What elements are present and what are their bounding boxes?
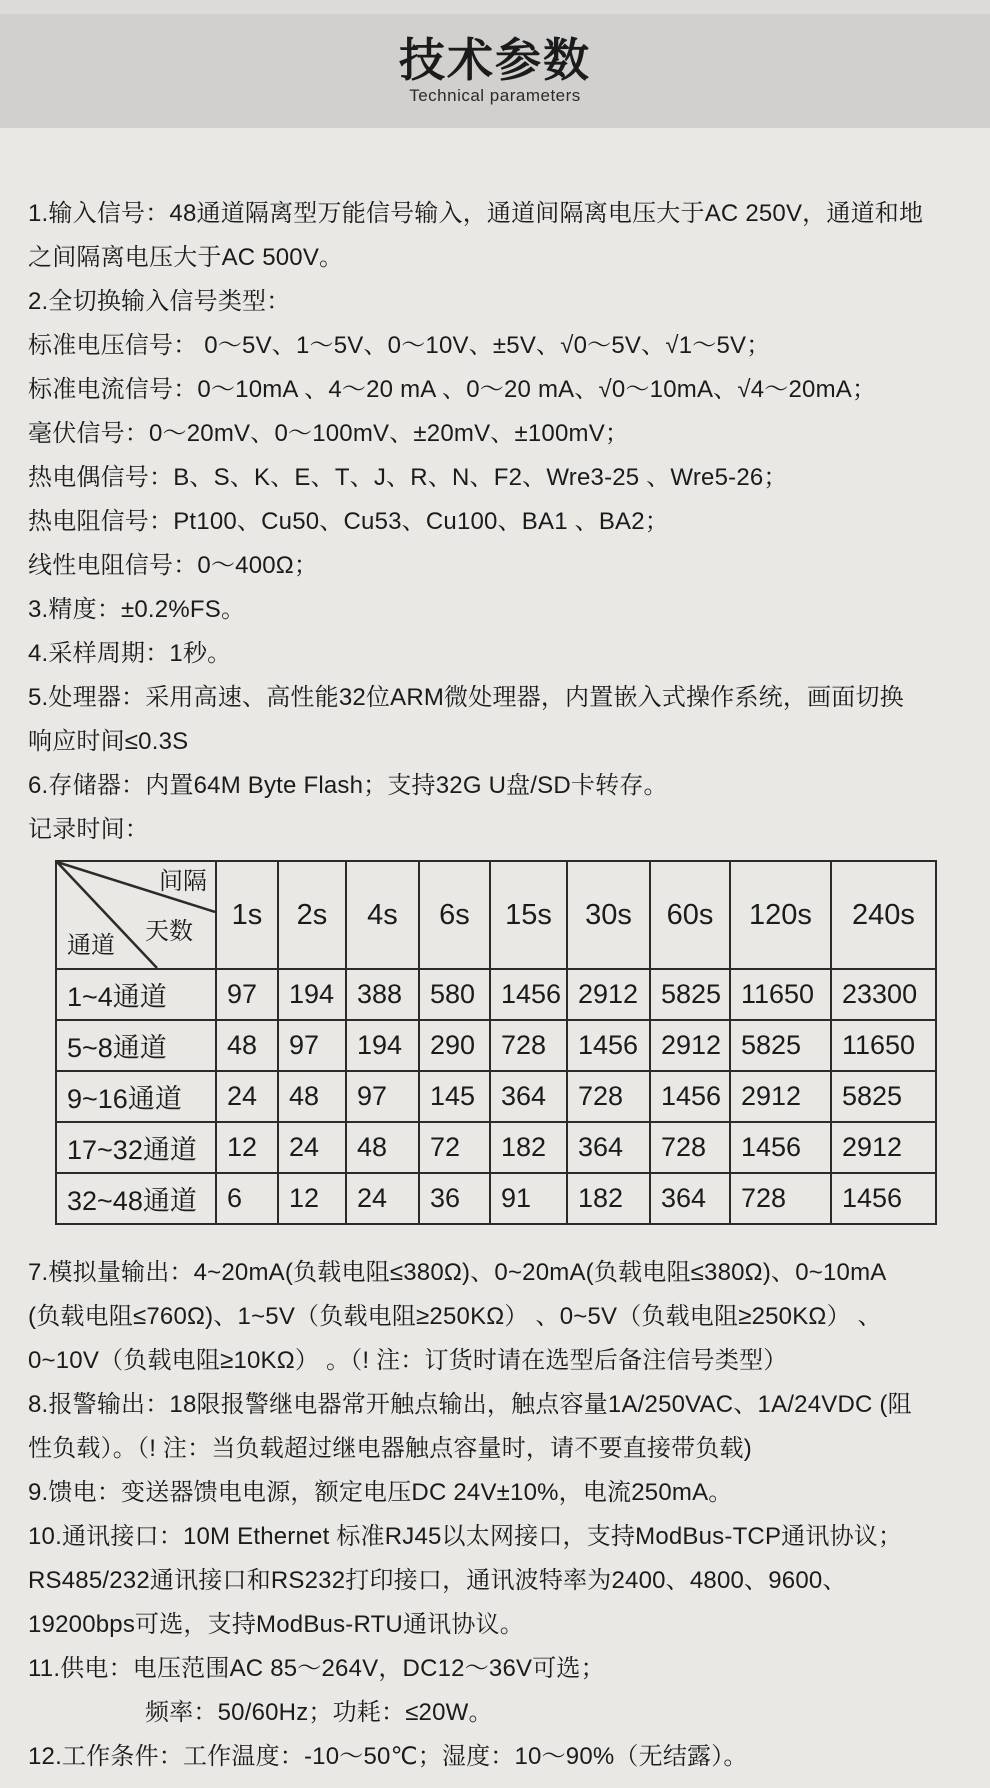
cell: 145	[419, 1071, 490, 1122]
spec-line: 1.输入信号：48通道隔离型万能信号输入，通道间隔离电压大于AC 250V，通道和地	[28, 200, 924, 227]
table-row	[56, 969, 936, 1020]
cell: 11650	[831, 1020, 936, 1071]
spec-line: 4.采样周期：1秒。	[28, 640, 232, 667]
cell: 1456	[831, 1173, 936, 1224]
cell: 182	[567, 1173, 650, 1224]
cell: 2912	[730, 1071, 831, 1122]
spec-line: 标准电流信号：0～10mA 、4～20 mA 、0～20 mA、√0～10mA、√4～20mA；	[28, 376, 877, 403]
spec-line: 标准电压信号： 0～5V、1～5V、0～10V、±5V、√0～5V、√1～5V；	[28, 332, 771, 359]
cell: 2912	[650, 1020, 730, 1071]
col-header: 120s	[730, 861, 831, 969]
cell: 97	[216, 969, 278, 1020]
corner-label-channel: 通道	[67, 932, 115, 959]
cell: 364	[490, 1071, 567, 1122]
cell: 580	[419, 969, 490, 1020]
table-row	[56, 1071, 936, 1122]
cell: 1456	[650, 1071, 730, 1122]
spec-line: 3.精度：±0.2%FS。	[28, 596, 246, 623]
table-row	[56, 1020, 936, 1071]
col-header: 4s	[346, 861, 419, 969]
spec-line: 10.通讯接口：10M Ethernet 标准RJ45以太网接口，支持ModBus-TCP通讯协议；	[28, 1523, 903, 1550]
spec-line: 热电阻信号：Pt100、Cu50、Cu53、Cu100、BA1 、BA2；	[28, 508, 669, 535]
spec-line: 9.馈电：变送器馈电电源，额定电压DC 24V±10%，电流250mA。	[28, 1479, 733, 1506]
col-header: 1s	[216, 861, 278, 969]
cell: 364	[650, 1173, 730, 1224]
cell: 48	[278, 1071, 346, 1122]
spec-line: 0~10V（负载电阻≥10KΩ） 。（! 注：订货时请在选型后备注信号类型）	[28, 1347, 788, 1374]
col-header: 60s	[650, 861, 730, 969]
corner-label-interval: 间隔	[159, 868, 207, 895]
col-header: 30s	[567, 861, 650, 969]
row-label: 5~8通道	[56, 1020, 216, 1071]
spec-line: 19200bps可选，支持ModBus-RTU通讯协议。	[28, 1611, 524, 1638]
spec-line: 频率：50/60Hz；功耗：≤20W。	[145, 1699, 493, 1726]
cell: 11650	[730, 969, 831, 1020]
record-time-table	[55, 860, 937, 1225]
spec-line: 记录时间：	[28, 816, 149, 843]
cell: 728	[490, 1020, 567, 1071]
cell: 91	[490, 1173, 567, 1224]
table-row	[56, 1173, 936, 1224]
cell: 290	[419, 1020, 490, 1071]
cell: 728	[650, 1122, 730, 1173]
cell: 5825	[831, 1071, 936, 1122]
spec-line: 6.存储器：内置64M Byte Flash；支持32G U盘/SD卡转存。	[28, 772, 668, 799]
table-corner-cell	[56, 861, 216, 969]
cell: 24	[278, 1122, 346, 1173]
cell: 388	[346, 969, 419, 1020]
spec-line: 之间隔离电压大于AC 500V。	[28, 244, 344, 271]
spec-line: 7.模拟量输出：4~20mA(负载电阻≤380Ω)、0~20mA(负载电阻≤380Ω)、0~10mA	[28, 1259, 887, 1286]
col-header: 6s	[419, 861, 490, 969]
cell: 48	[216, 1020, 278, 1071]
cell: 364	[567, 1122, 650, 1173]
cell: 97	[278, 1020, 346, 1071]
col-header: 2s	[278, 861, 346, 969]
row-label: 17~32通道	[56, 1122, 216, 1173]
cell: 97	[346, 1071, 419, 1122]
spec-content	[0, 128, 990, 1779]
cell: 5825	[730, 1020, 831, 1071]
spec-line: 12.工作条件：工作温度：-10～50℃；湿度：10～90%（无结露）。	[28, 1743, 748, 1770]
spec-line: 线性电阻信号：0～400Ω；	[28, 552, 319, 579]
table-row	[56, 1122, 936, 1173]
row-label: 1~4通道	[56, 969, 216, 1020]
cell: 728	[730, 1173, 831, 1224]
cell: 12	[216, 1122, 278, 1173]
cell: 1456	[730, 1122, 831, 1173]
spec-line: 5.处理器：采用高速、高性能32位ARM微处理器，内置嵌入式操作系统，画面切换	[28, 684, 904, 711]
page-header	[0, 14, 990, 128]
cell: 2912	[567, 969, 650, 1020]
cell: 24	[216, 1071, 278, 1122]
cell: 2912	[831, 1122, 936, 1173]
cell: 1456	[490, 969, 567, 1020]
row-label: 32~48通道	[56, 1173, 216, 1224]
col-header: 15s	[490, 861, 567, 969]
cell: 1456	[567, 1020, 650, 1071]
spec-line: 8.报警输出：18限报警继电器常开触点输出，触点容量1A/250VAC、1A/24VDC (阻	[28, 1391, 912, 1418]
spec-line: 响应时间≤0.3S	[28, 728, 189, 755]
page-title: 技术参数	[399, 33, 591, 86]
col-header: 240s	[831, 861, 936, 969]
top-strip	[0, 0, 990, 14]
corner-label-days: 天数	[145, 918, 193, 945]
cell: 194	[346, 1020, 419, 1071]
page-subtitle: Technical parameters	[409, 86, 581, 106]
cell: 6	[216, 1173, 278, 1224]
cell: 36	[419, 1173, 490, 1224]
cell: 48	[346, 1122, 419, 1173]
row-label: 9~16通道	[56, 1071, 216, 1122]
cell: 5825	[650, 969, 730, 1020]
spec-line: 11.供电：电压范围AC 85～264V，DC12～36V可选；	[28, 1655, 605, 1682]
cell: 24	[346, 1173, 419, 1224]
spec-line: (负载电阻≤760Ω)、1~5V（负载电阻≥250KΩ） 、0~5V（负载电阻≥250KΩ） 、	[28, 1303, 882, 1330]
spec-line: 2.全切换输入信号类型：	[28, 288, 291, 315]
cell: 182	[490, 1122, 567, 1173]
spec-line: 性负载）。（! 注：当负载超过继电器触点容量时，请不要直接带负载)	[28, 1435, 752, 1462]
cell: 12	[278, 1173, 346, 1224]
spec-line: 热电偶信号：B、S、K、E、T、J、R、N、F2、Wre3-25 、Wre5-26；	[28, 464, 788, 491]
cell: 72	[419, 1122, 490, 1173]
spec-line: 毫伏信号：0～20mV、0～100mV、±20mV、±100mV；	[28, 420, 630, 447]
spec-line: RS485/232通讯接口和RS232打印接口，通讯波特率为2400、4800、9600、	[28, 1567, 847, 1594]
cell: 194	[278, 969, 346, 1020]
cell: 728	[567, 1071, 650, 1122]
cell: 23300	[831, 969, 936, 1020]
